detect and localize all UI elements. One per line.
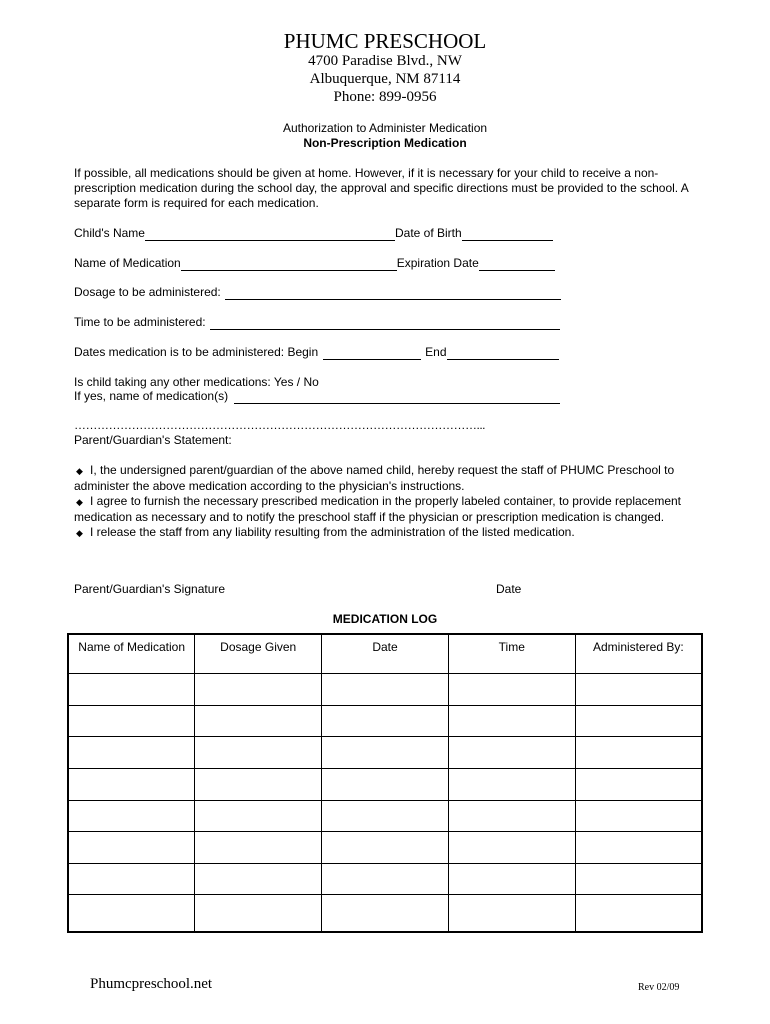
- dates-begin-label: Dates medication is to be administered: Begin: [74, 345, 319, 359]
- expiration-date-label: Expiration Date: [396, 256, 479, 270]
- log-row: [68, 768, 702, 800]
- dates-end-field[interactable]: [447, 347, 559, 360]
- log-cell[interactable]: [68, 737, 195, 769]
- log-cell[interactable]: [195, 832, 322, 864]
- log-row: [68, 737, 702, 769]
- log-cell[interactable]: [448, 674, 575, 706]
- log-cell[interactable]: [448, 737, 575, 769]
- other-meds-label: If yes, name of medication(s): [74, 389, 229, 403]
- log-cell[interactable]: [195, 863, 322, 895]
- log-cell[interactable]: [68, 895, 195, 932]
- log-cell[interactable]: [575, 800, 702, 832]
- log-cell[interactable]: [68, 674, 195, 706]
- dates-row: [74, 345, 559, 360]
- log-cell[interactable]: [448, 895, 575, 932]
- other-meds-row: [74, 389, 560, 404]
- child-name-row: [74, 226, 553, 241]
- diamond-bullet-icon: ◆: [76, 528, 83, 538]
- log-cell[interactable]: [68, 863, 195, 895]
- log-header-row: [68, 634, 702, 674]
- medication-name-field[interactable]: [181, 258, 397, 271]
- log-cell[interactable]: [322, 895, 449, 932]
- log-header-medication: Name of Medication: [68, 634, 195, 674]
- child-name-label: Child's Name: [74, 226, 145, 240]
- log-row: [68, 705, 702, 737]
- log-cell[interactable]: [195, 674, 322, 706]
- log-row: [68, 674, 702, 706]
- form-name: Authorization to Administer Medication: [282, 121, 488, 135]
- statement-list: [74, 463, 704, 541]
- log-header-dosage: Dosage Given: [195, 634, 322, 674]
- statement-heading: Parent/Guardian's Statement:: [74, 433, 232, 447]
- medication-log-title: MEDICATION LOG: [332, 612, 438, 626]
- diamond-bullet-icon: ◆: [76, 497, 83, 507]
- form-subtitle: Non-Prescription Medication: [303, 136, 467, 150]
- log-row: [68, 895, 702, 932]
- log-cell[interactable]: [575, 674, 702, 706]
- log-cell[interactable]: [68, 800, 195, 832]
- intro-paragraph: If possible, all medications should be given at home. However, if it is necessary for your child to receive a non-prescription medication during the school day, the approval and specific directions must be provided to the school. A separate form is required for each medication.: [74, 166, 689, 210]
- log-cell[interactable]: [575, 832, 702, 864]
- address-line-2: Albuquerque, NM 87114: [309, 71, 461, 87]
- time-field[interactable]: [210, 317, 560, 330]
- log-row: [68, 832, 702, 864]
- statement-item: [74, 463, 704, 494]
- dates-begin-field[interactable]: [323, 347, 421, 360]
- time-label: Time to be administered:: [74, 315, 206, 329]
- log-cell[interactable]: [68, 832, 195, 864]
- log-cell[interactable]: [575, 768, 702, 800]
- signature-label: Parent/Guardian's Signature: [74, 582, 226, 596]
- log-cell[interactable]: [575, 737, 702, 769]
- log-header-time: Time: [448, 634, 575, 674]
- medication-name-row: [74, 256, 555, 271]
- other-meds-question: Is child taking any other medications: Yes / No: [74, 375, 319, 389]
- date-of-birth-label: Date of Birth: [394, 226, 462, 240]
- log-cell[interactable]: [448, 832, 575, 864]
- medication-log-table: [67, 633, 703, 933]
- child-name-field[interactable]: [145, 228, 395, 241]
- log-row: [68, 800, 702, 832]
- dosage-row: [74, 285, 561, 300]
- log-cell[interactable]: [322, 737, 449, 769]
- dosage-label: Dosage to be administered:: [74, 285, 221, 299]
- log-cell[interactable]: [322, 705, 449, 737]
- statement-item: [74, 494, 704, 525]
- log-header-date: Date: [322, 634, 449, 674]
- log-cell[interactable]: [448, 768, 575, 800]
- log-cell[interactable]: [575, 705, 702, 737]
- diamond-bullet-icon: ◆: [76, 466, 83, 476]
- page-title: PHUMC PRESCHOOL: [283, 29, 487, 53]
- log-cell[interactable]: [195, 768, 322, 800]
- statement-item: [74, 525, 704, 541]
- medication-name-label: Name of Medication: [74, 256, 181, 270]
- log-cell[interactable]: [195, 737, 322, 769]
- time-row: [74, 315, 560, 330]
- phone-number: Phone: 899-0956: [333, 89, 437, 105]
- log-cell[interactable]: [322, 863, 449, 895]
- statement-text: I, the undersigned parent/guardian of the above named child, hereby request the staff of PHUMC Preschool to administer the above medication according to the physician's instructions.: [74, 463, 675, 493]
- footer-revision: Rev 02/09: [638, 982, 680, 993]
- date-of-birth-field[interactable]: [462, 228, 553, 241]
- dotted-separator: ……………………………………………………………………………………………...: [74, 418, 486, 432]
- log-cell[interactable]: [448, 705, 575, 737]
- other-meds-field[interactable]: [234, 391, 560, 404]
- log-cell[interactable]: [448, 800, 575, 832]
- dates-end-label: End: [425, 345, 447, 359]
- address-line-1: 4700 Paradise Blvd., NW: [308, 53, 462, 69]
- dosage-field[interactable]: [225, 287, 561, 300]
- log-cell[interactable]: [195, 895, 322, 932]
- signature-date-label: Date: [496, 582, 522, 596]
- log-cell[interactable]: [575, 863, 702, 895]
- log-header-administered-by: Administered By:: [575, 634, 702, 674]
- log-cell[interactable]: [448, 863, 575, 895]
- log-cell[interactable]: [195, 800, 322, 832]
- log-cell[interactable]: [575, 895, 702, 932]
- statement-text: I agree to furnish the necessary prescribed medication in the properly labeled container, to provide replacement medication as necessary and to notify the preschool staff if the physician or prescription medication is changed.: [74, 494, 682, 524]
- log-cell[interactable]: [68, 768, 195, 800]
- log-cell[interactable]: [322, 768, 449, 800]
- log-cell[interactable]: [322, 674, 449, 706]
- log-cell[interactable]: [322, 800, 449, 832]
- footer-site: Phumcpreschool.net: [90, 976, 213, 992]
- log-cell[interactable]: [322, 832, 449, 864]
- log-cell[interactable]: [68, 705, 195, 737]
- expiration-date-field[interactable]: [479, 258, 555, 271]
- log-cell[interactable]: [195, 705, 322, 737]
- statement-text: I release the staff from any liability resulting from the administration of the listed medication.: [90, 525, 575, 539]
- log-row: [68, 863, 702, 895]
